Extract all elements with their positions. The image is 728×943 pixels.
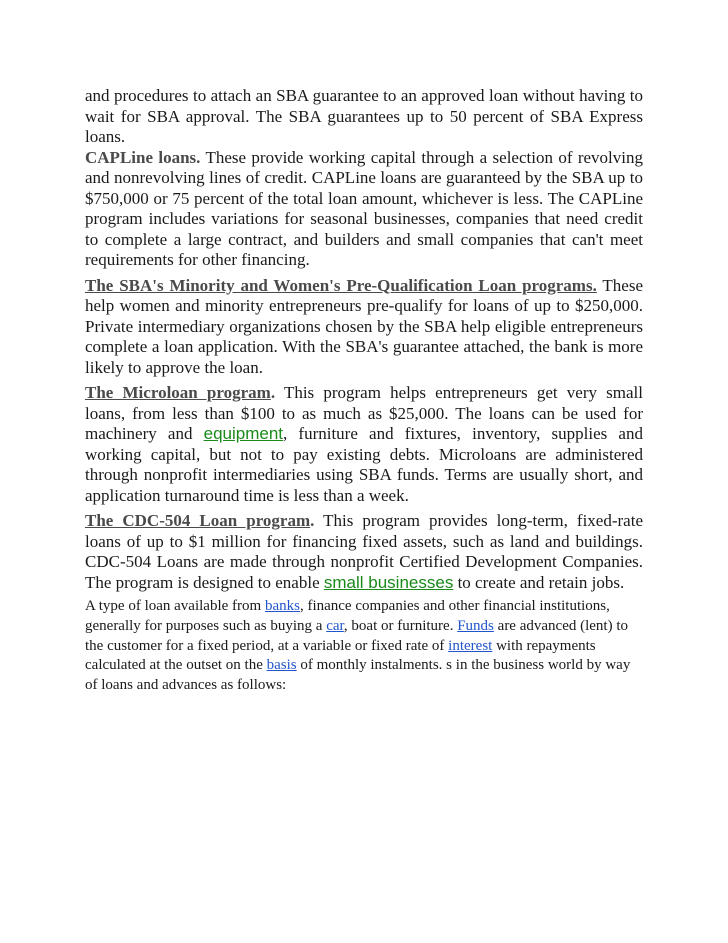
- definition-paragraph: [85, 597, 643, 696]
- definition-text-4: are advanced (lent) to the customer for a fixed period, at a variable or fixed rate of: [85, 617, 628, 654]
- document-page: [85, 86, 643, 696]
- basis-link[interactable]: basis: [266, 657, 297, 674]
- definition-text-1: A type of loan available from: [85, 598, 265, 614]
- cdc504-heading-punct: .: [310, 511, 315, 530]
- microloan-text-b: , furniture and fixtures, inventory, supplies and working capital, but not to pay existing debts. Microloans are administered through nonprofit intermediaries using SBA funds. Terms are usually short, and application turnaround time is less than a week.: [85, 424, 643, 505]
- microloan-heading-punct: .: [270, 383, 276, 402]
- intro-text: and procedures to attach an SBA guarantee to an approved loan without having to wait for SBA approval. The SBA guarantees up to 50 percent of SBA Express loans.: [85, 86, 643, 146]
- minority-paragraph: [85, 276, 643, 379]
- definition-text-3: , boat or furniture.: [343, 617, 458, 634]
- definition-text-2: , finance companies and other financial institutions, generally for purposes such as buying a: [85, 598, 610, 634]
- intro-paragraph: [85, 86, 643, 148]
- minority-text: These help women and minority entrepreneurs pre-qualify for loans of up to $250,000. Private intermediary organizations chosen by the SBA help eligible entrepreneurs complete a loan application. With the SBA's guarantee attached, the bank is more likely to approve the loan.: [85, 275, 643, 377]
- capline-heading: CAPLine loans.: [85, 147, 201, 167]
- definition-text-5: with repayments calculated at the outset on the: [85, 637, 596, 674]
- funds-link[interactable]: Funds: [457, 617, 494, 634]
- minority-heading: The SBA's Minority and Women's Pre-Qualification Loan programs.: [85, 275, 597, 295]
- equipment-keyword-link[interactable]: equipment: [203, 424, 283, 443]
- banks-link[interactable]: banks: [264, 598, 300, 614]
- capline-paragraph: [85, 148, 643, 271]
- cdc504-paragraph: [85, 511, 643, 593]
- definition-text-6: of monthly instalments. s in the business world by way of loans and advances as follows:: [85, 657, 631, 694]
- interest-link[interactable]: interest: [448, 637, 493, 654]
- car-link[interactable]: car: [326, 617, 344, 634]
- cdc504-heading: The CDC-504 Loan program: [85, 511, 311, 530]
- cdc504-text-a: This program provides long-term, fixed-rate loans of up to $1 million for financing fixed assets, such as land and buildings. CDC-504 Loans are made through nonprofit Certified Development Companies. The program is designed to enable: [85, 511, 643, 592]
- microloan-text-a: This program helps entrepreneurs get very small loans, from less than $100 to as much as $25,000. The loans can be used for machinery and: [85, 383, 644, 443]
- small-businesses-keyword-link[interactable]: small businesses: [323, 572, 454, 592]
- microloan-heading: The Microloan program: [85, 383, 271, 402]
- cdc504-text-b: to create and retain jobs.: [453, 572, 625, 592]
- microloan-paragraph: [85, 383, 643, 506]
- capline-text: These provide working capital through a selection of revolving and nonrevolving lines of credit. CAPLine loans are guaranteed by the SBA up to $750,000 or 75 percent of the total loan amount, whichever is less. The CAPLine program includes variations for seasonal businesses, companies that need credit to complete a large contract, and builders and small companies that can't meet requirements for other financing.: [85, 147, 643, 269]
